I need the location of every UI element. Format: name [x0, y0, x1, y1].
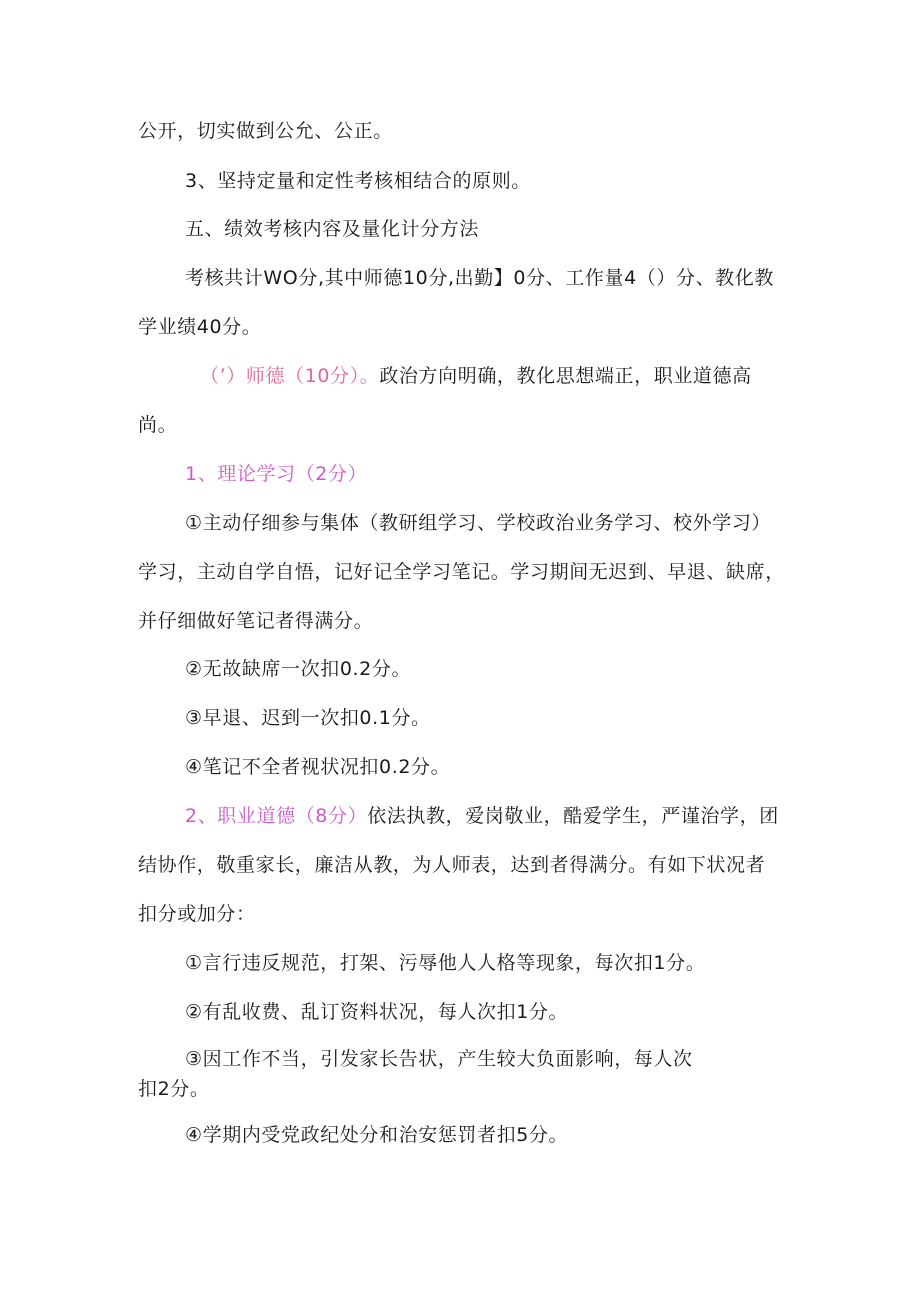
paragraph-line: 学习，主动自学自悟，记好记全学习笔记。学习期间无迟到、早退、缺席， — [138, 561, 785, 583]
paragraph-line: 并仔细做好笔记者得满分。 — [138, 610, 374, 632]
ethics-heading-line — [200, 364, 752, 388]
list-item: ②无故缺席一次扣0.2分。 — [185, 658, 412, 680]
paragraph-line: 结协作，敬重家长，廉洁从教，为人师表，达到者得满分。有如下状况者 — [138, 854, 766, 876]
professional-ethics-line — [185, 804, 779, 828]
professional-ethics-text: 依法执教，爱岗敬业，酷爱学生，严谨治学，团 — [367, 805, 779, 827]
paragraph-line: 扣2分。 — [138, 1078, 210, 1100]
list-item: ①言行违反规范，打架、污辱他人人格等现象，每次扣1分。 — [185, 952, 706, 974]
paragraph-line: 尚。 — [138, 414, 178, 436]
principle-3-line: 3、坚持定量和定性考核相结合的原则。 — [185, 170, 531, 192]
professional-ethics-heading: 2、职业道德（8分） — [185, 805, 368, 827]
paragraph-line: 考核共计WO分,其中师德10分,出勤】0分、工作量4（）分、教化教 — [185, 267, 774, 289]
list-item: ②有乱收费、乱订资料状况，每人次扣1分。 — [185, 1001, 569, 1023]
list-item: ③因工作不当，引发家长告状，产生较大负面影响，每人次 — [185, 1048, 693, 1070]
paragraph-line: 学业绩40分。 — [138, 316, 262, 338]
paragraph-line: 公开，切实做到公允、公正。 — [138, 120, 393, 142]
paragraph-line: ①主动仔细参与集体（教研组学习、学校政治业务学习、校外学习） — [185, 512, 772, 534]
list-item: ④笔记不全者视状况扣0.2分。 — [185, 756, 451, 778]
theory-study-heading: 1、理论学习（2分） — [185, 463, 368, 485]
section-heading: 五、绩效考核内容及量化计分方法 — [185, 218, 480, 240]
paragraph-line: 扣分或加分： — [138, 903, 256, 925]
ethics-text: 政治方向明确，教化思想端正，职业道德高 — [379, 365, 752, 387]
ethics-heading: （’）师德（10分）。 — [200, 365, 380, 387]
list-item: ④学期内受党政纪处分和治安惩罚者扣5分。 — [185, 1124, 569, 1146]
list-item: ③早退、迟到一次扣0.1分。 — [185, 707, 431, 729]
